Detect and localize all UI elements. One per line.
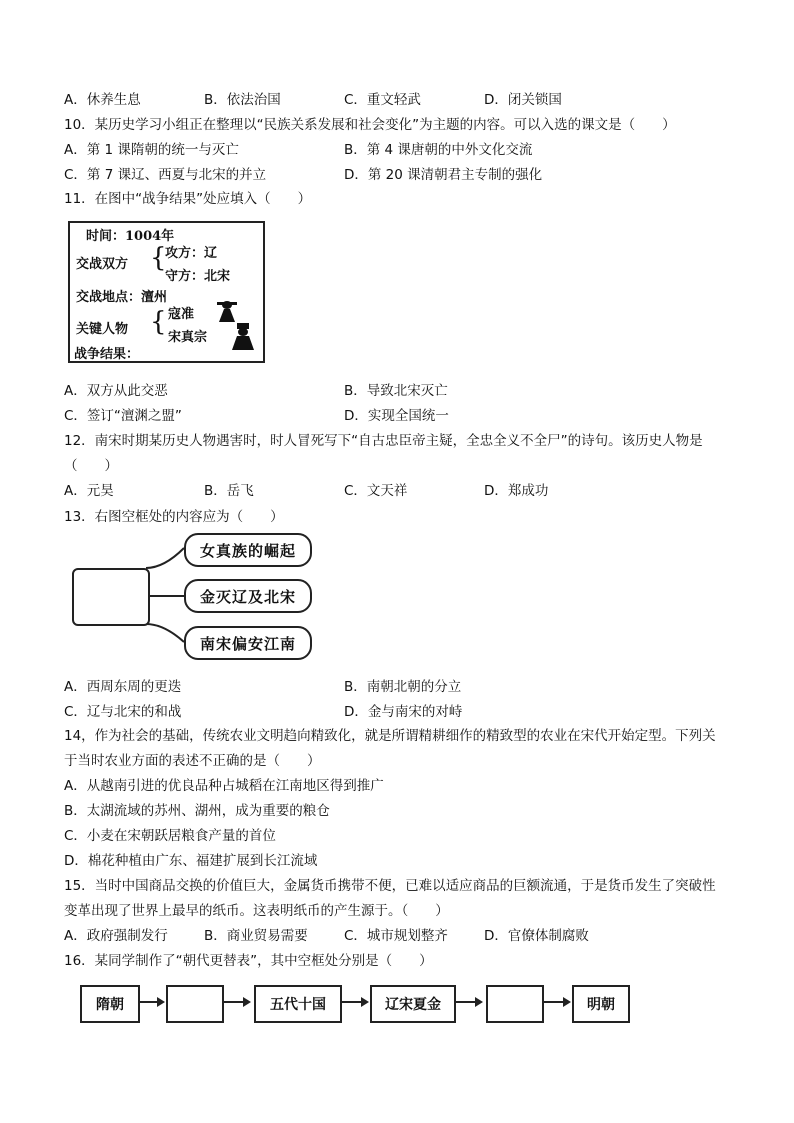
q11-place: 交战地点：澶州: [76, 290, 168, 305]
q16-arrow-3: [340, 1001, 362, 1003]
q13-blank-box: [72, 568, 150, 626]
emperor-portrait-icon: [230, 323, 256, 351]
q15-stem-line1: 15．当时中国商品交换的价值巨大，金属货币携带不便，已难以适应商品的巨额流通，于是货币发生了突破性: [64, 878, 716, 894]
q11-option-c: C．签订“澶渊之盟”: [64, 408, 182, 424]
q16-chain-five-dynasties: 五代十国: [254, 985, 342, 1023]
q14-option-c: C．小麦在宋朝跃居粮食产量的首位: [64, 828, 276, 844]
q16-chain-liao-song-xia-jin: 辽宋夏金: [370, 985, 456, 1023]
q13-option-d: D．金与南宋的对峙: [344, 704, 463, 720]
q11-time: 时间：1004年: [86, 229, 175, 244]
q11-defender: 守方：北宋: [165, 269, 231, 284]
q15-option-b: B．商业贸易需要: [204, 928, 308, 944]
q10-stem: 10．某历史学习小组正在整理以“民族关系发展和社会变化”为主题的内容。可以入选的课文是（ ）: [64, 117, 676, 133]
q15-option-a: A．政府强制发行: [64, 928, 168, 944]
q16-arrow-4: [454, 1001, 476, 1003]
q12-option-a: A．元昊: [64, 483, 114, 499]
q13-stem: 13．右图空框处的内容应为（ ）: [64, 509, 284, 525]
q10-option-d: D．第 20 课清朝君主专制的强化: [344, 167, 543, 183]
q16-chain-ming: 明朝: [572, 985, 630, 1023]
q12-option-d: D．郑成功: [484, 483, 549, 499]
q14-stem-line2: 于当时农业方面的表述不正确的是（ ）: [64, 753, 321, 769]
q11-attacker: 攻方：辽: [165, 246, 218, 261]
q11-person1: 寇准: [168, 307, 195, 322]
q13-item-3: 南宋偏安江南: [184, 626, 312, 660]
q15-option-c: C．城市规划整齐: [344, 928, 448, 944]
official-portrait-icon: [216, 299, 238, 323]
q9-option-c: C．重文轻武: [344, 92, 421, 108]
q12-stem-line2: （ ）: [64, 458, 118, 474]
q12-option-c: C．文天祥: [344, 483, 408, 499]
q13-option-c: C．辽与北宋的和战: [64, 704, 182, 720]
q11-brace-1: {: [150, 243, 167, 273]
q15-stem-line2: 变革出现了世界上最早的纸币。这表明纸币的产生源于。（ ）: [64, 903, 449, 919]
q16-chain-sui: 隋朝: [80, 985, 140, 1023]
q11-brace-2: {: [150, 307, 167, 337]
q16-arrow-2: [222, 1001, 244, 1003]
q9-option-d: D．闭关锁国: [484, 92, 562, 108]
q11-people-label: 关键人物: [76, 322, 129, 337]
q13-item-2: 金灭辽及北宋: [184, 579, 312, 613]
q9-option-a: A．休养生息: [64, 92, 141, 108]
q11-sides-label: 交战双方: [76, 257, 129, 272]
q16-arrow-1: [138, 1001, 158, 1003]
q14-option-d: D．棉花种植由广东、福建扩展到长江流域: [64, 853, 318, 869]
q11-stem: 11．在图中“战争结果”处应填入（ ）: [64, 191, 312, 207]
q15-option-d: D．官僚体制腐败: [484, 928, 589, 944]
q12-option-b: B．岳飞: [204, 483, 254, 499]
q10-option-c: C．第 7 课辽、西夏与北宋的并立: [64, 167, 267, 183]
q14-stem-line1: 14，作为社会的基础，传统农业文明趋向精致化，就是所谓精耕细作的精致型的农业在宋代开始定型。下列关: [64, 728, 716, 744]
q16-chain-blank-2: [486, 985, 544, 1023]
q14-option-b: B．太湖流域的苏州、湖州，成为重要的粮仓: [64, 803, 330, 819]
q12-stem-line1: 12．南宋时期某历史人物遇害时，时人冒死写下“自古忠臣帝主疑，全忠全义不全尸”的诗句。该历史人物是: [64, 433, 703, 449]
q16-arrow-5: [542, 1001, 564, 1003]
q11-war-card: [68, 221, 265, 363]
q9-option-b: B．依法治国: [204, 92, 281, 108]
q11-option-d: D．实现全国统一: [344, 408, 449, 424]
q13-item-1: 女真族的崛起: [184, 533, 312, 567]
q16-chain-blank-1: [166, 985, 224, 1023]
q10-option-a: A．第 1 课隋朝的统一与灭亡: [64, 142, 239, 158]
q16-stem: 16．某同学制作了“朝代更替表”，其中空框处分别是（ ）: [64, 953, 433, 969]
q13-option-b: B．南朝北朝的分立: [344, 679, 462, 695]
q14-option-a: A．从越南引进的优良品种占城稻在江南地区得到推广: [64, 778, 384, 794]
q13-option-a: A．西周东周的更迭: [64, 679, 182, 695]
q11-option-a: A．双方从此交恶: [64, 383, 168, 399]
q11-option-b: B．导致北宋灭亡: [344, 383, 448, 399]
q11-result-label: 战争结果：: [74, 347, 140, 362]
q11-person2: 宋真宗: [168, 330, 208, 345]
q10-option-b: B．第 4 课唐朝的中外文化交流: [344, 142, 533, 158]
